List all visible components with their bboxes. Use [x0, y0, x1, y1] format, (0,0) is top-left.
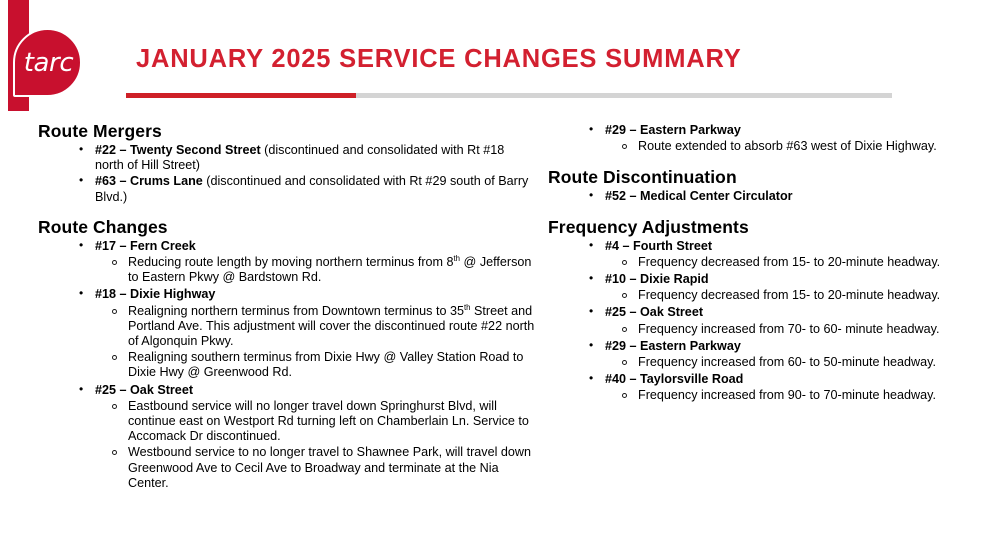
route-detail-list: [588, 322, 990, 337]
route-detail-list: [78, 304, 536, 381]
route-detail-list: [78, 255, 536, 285]
route-detail-item: Realigning southern terminus from Dixie Hwy @ Valley Station Road to Dixie Hwy @ Greenwood Rd.: [110, 350, 536, 380]
route-list-item: [588, 372, 990, 387]
route-note: (discontinued and consolidated with Rt #18 north of Hill Street): [95, 143, 505, 173]
route-detail-list: [588, 288, 990, 303]
route-label: #52 – Medical Center Circulator: [605, 189, 793, 204]
route-label: #40 – Taylorsville Road: [605, 372, 744, 387]
route-detail-item: Route extended to absorb #63 west of Dixie Highway.: [620, 139, 990, 154]
route-list-item: [588, 272, 990, 287]
title-underline-rule: [126, 93, 892, 98]
route-detail-list: [588, 355, 990, 370]
route-detail-item: Westbound service to no longer travel to Shawnee Park, will travel down Greenwood Ave to Cecil Ave to Broadway and terminate at the Nia Center.: [110, 445, 536, 491]
route-label: #63 – Crums Lane: [95, 174, 203, 189]
route-list-item: [588, 305, 990, 320]
page-title: JANUARY 2025 SERVICE CHANGES SUMMARY: [136, 45, 742, 73]
route-detail-item: Reducing route length by moving northern terminus from 8th @ Jefferson to Eastern Pkwy @ Bardstown Rd.: [110, 255, 536, 285]
route-detail-list: [78, 399, 536, 491]
route-label: #4 – Fourth Street: [605, 238, 713, 253]
section-heading: Frequency Adjustments: [548, 216, 749, 237]
route-list-item: [78, 239, 536, 254]
tarc-logo-wordmark: tarc: [23, 47, 74, 78]
route-list-item: [78, 174, 536, 204]
section-heading: Route Discontinuation: [548, 167, 737, 188]
route-detail-list: [588, 388, 990, 403]
route-detail-item: Frequency decreased from 15- to 20-minute headway.: [620, 255, 990, 270]
section-spacer: [546, 206, 990, 216]
route-list-item: [78, 143, 536, 173]
section-spacer: [546, 156, 990, 166]
route-list: [546, 189, 990, 204]
route-list: [546, 239, 990, 404]
left-content-column: [36, 120, 536, 493]
route-note: (discontinued and consolidated with Rt #29 south of Barry Blvd.): [95, 174, 529, 204]
route-label: #25 – Oak Street: [95, 382, 194, 397]
route-list-item: [588, 339, 990, 354]
route-label: #29 – Eastern Parkway: [605, 123, 741, 137]
right-content-column: [546, 122, 990, 406]
route-detail-item: Frequency increased from 60- to 50-minute headway.: [620, 355, 990, 370]
route-label: #29 – Eastern Parkway: [605, 338, 741, 353]
route-list-item: [588, 189, 990, 204]
route-label: #25 – Oak Street: [605, 305, 704, 320]
route-list: [546, 123, 990, 154]
route-detail-item: Eastbound service will no longer travel down Springhurst Blvd, will continue east on Westport Rd turning left on Chamberlain Ln. Service to Accomack Dr discontinued.: [110, 399, 536, 445]
route-list-item: [588, 239, 990, 254]
section-spacer: [36, 206, 536, 216]
title-underline-accent: [126, 93, 356, 98]
route-label: #17 – Fern Creek: [95, 238, 196, 253]
route-list: [36, 239, 536, 491]
route-list-item: [78, 287, 536, 302]
route-detail-list: [588, 255, 990, 270]
route-detail-item: Frequency increased from 90- to 70-minute headway.: [620, 388, 990, 403]
route-label: #18 – Dixie Highway: [95, 287, 216, 302]
route-detail-item: Frequency decreased from 15- to 20-minute headway.: [620, 288, 990, 303]
section-heading: Route Changes: [38, 216, 168, 237]
route-label: #22 – Twenty Second Street: [95, 143, 261, 157]
route-list: [36, 143, 536, 205]
section-heading: Route Mergers: [38, 121, 162, 141]
route-label: #10 – Dixie Rapid: [605, 272, 709, 287]
route-detail-item: Frequency increased from 70- to 60- minute headway.: [620, 322, 990, 337]
route-list-item: [588, 123, 990, 138]
route-detail-item: Realigning northern terminus from Downtown terminus to 35th Street and Portland Ave. This adjustment will cover the discontinued route #22 north of Algonquin Pkwy.: [110, 304, 536, 350]
route-detail-list: [588, 139, 990, 154]
route-list-item: [78, 383, 536, 398]
